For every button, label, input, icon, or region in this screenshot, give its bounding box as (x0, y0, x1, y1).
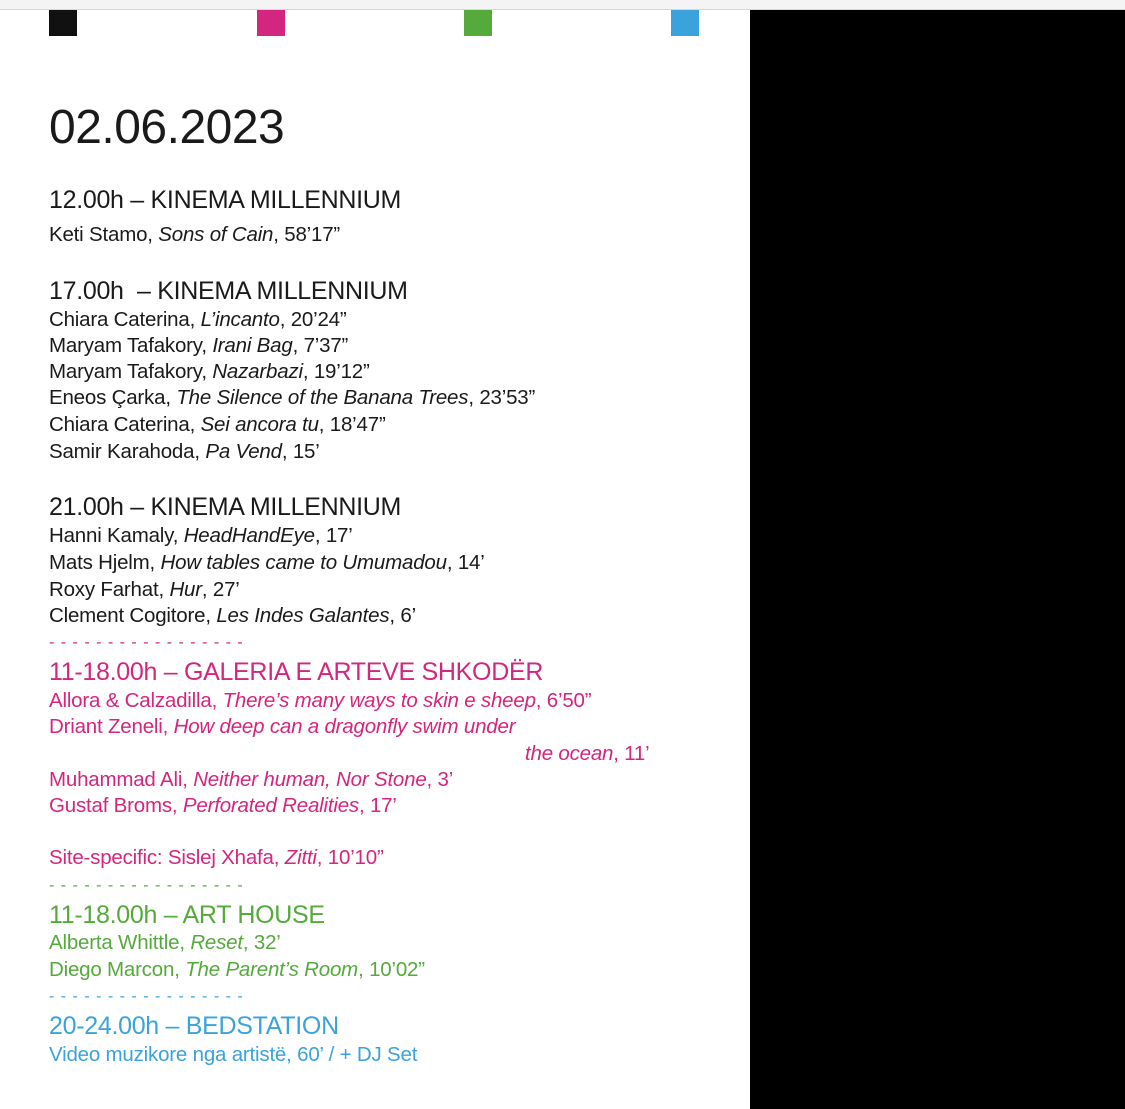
program-entry-continued: the ocean, 11’ (525, 742, 650, 765)
program-entry: Keti Stamo, Sons of Cain, 58’17” (49, 223, 341, 246)
date-title: 02.06.2023 (49, 101, 285, 154)
session-heading: 11-18.00h – ART HOUSE (49, 901, 325, 929)
program-entry: Mats Hjelm, How tables came to Umumadou, 14’ (49, 551, 485, 574)
program-entry: Chiara Caterina, L’incanto, 20’24” (49, 308, 347, 331)
magenta-square (257, 10, 285, 36)
program-entry: Clement Cogitore, Les Indes Galantes, 6’ (49, 604, 416, 627)
site-specific-entry: Site-specific: Sislej Xhafa, Zitti, 10’10” (49, 846, 384, 869)
program-entry: Hanni Kamaly, HeadHandEye, 17’ (49, 524, 353, 547)
program-entry: Samir Karahoda, Pa Vend, 15’ (49, 440, 320, 463)
program-entry: Gustaf Broms, Perforated Realities, 17’ (49, 794, 397, 817)
program-entry: Eneos Çarka, The Silence of the Banana Trees, 23’53” (49, 386, 536, 409)
session-heading: 20-24.00h – BEDSTATION (49, 1012, 339, 1040)
program-entry: Maryam Tafakory, Irani Bag, 7’37” (49, 334, 349, 357)
program-entry: Chiara Caterina, Sei ancora tu, 18’47” (49, 413, 386, 436)
green-square (464, 10, 492, 36)
program-entry: Muhammad Ali, Neither human, Nor Stone, 3’ (49, 768, 454, 791)
separator-dashes: - - - - - - - - - - - - - - - - - (49, 877, 244, 894)
session-heading: 11-18.00h – GALERIA E ARTEVE SHKODËR (49, 658, 544, 686)
separator-dashes: - - - - - - - - - - - - - - - - - (49, 634, 244, 651)
session-heading: 17.00h – KINEMA MILLENNIUM (49, 277, 408, 305)
top-border (0, 0, 1125, 10)
black-square (49, 10, 77, 36)
session-heading: 12.00h – KINEMA MILLENNIUM (49, 186, 402, 214)
program-entry: Roxy Farhat, Hur, 27’ (49, 578, 240, 601)
blue-square (671, 10, 699, 36)
session-heading: 21.00h – KINEMA MILLENNIUM (49, 493, 402, 521)
program-entry: Allora & Calzadilla, There’s many ways to skin e sheep, 6’50” (49, 689, 592, 712)
program-entry: Diego Marcon, The Parent’s Room, 10’02” (49, 958, 425, 981)
program-entry: Alberta Whittle, Reset, 32’ (49, 931, 281, 954)
black-panel (750, 10, 1125, 1109)
program-entry: Video muzikore nga artistë, 60’ / + DJ Set (49, 1043, 418, 1066)
program-entry: Maryam Tafakory, Nazarbazi, 19’12” (49, 360, 370, 383)
program-entry: Driant Zeneli, How deep can a dragonfly swim under (49, 715, 516, 738)
separator-dashes: - - - - - - - - - - - - - - - - - (49, 988, 244, 1005)
